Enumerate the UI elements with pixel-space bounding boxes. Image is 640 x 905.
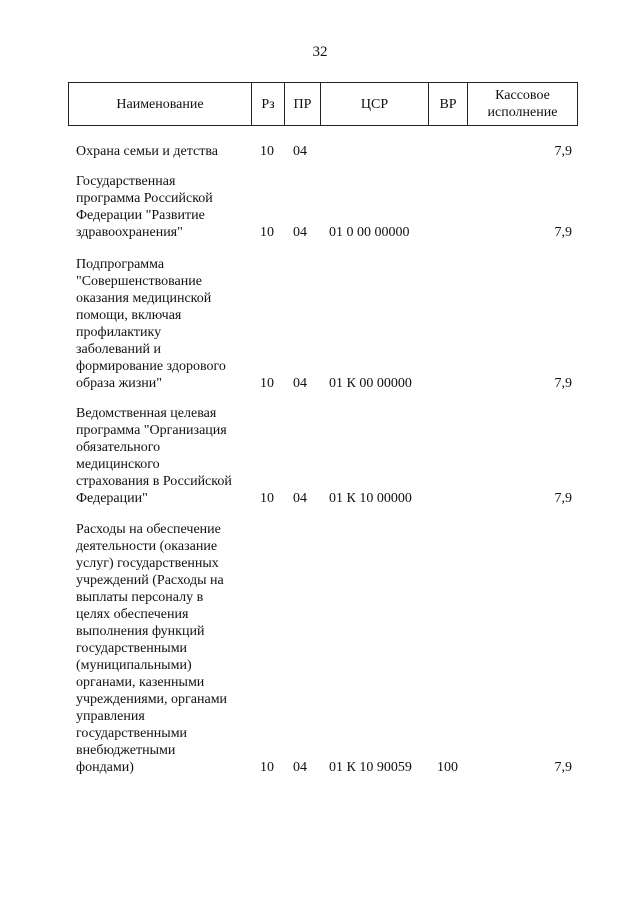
table-row	[0, 143, 640, 160]
row-rz: 10	[260, 144, 274, 159]
header-rz: Рз	[252, 83, 285, 126]
row-rz: 10	[260, 760, 274, 775]
row-name: Охрана семьи и детства	[76, 144, 218, 159]
row-rz: 10	[260, 376, 274, 391]
row-pr: 04	[293, 760, 307, 775]
row-name: Расходы на обеспечение деятельности (оказание услуг) государственных учреждений (Расходы на выплаты персоналу в целях обеспечения выполнения функций государственными (муниципальными) органами, казенными учреждениями, органами управления государственными внебюджетными фондами)	[76, 522, 228, 775]
row-amount: 7,9	[554, 491, 572, 506]
header-vr: ВР	[429, 83, 468, 126]
row-csr: 01 0 00 00000	[329, 225, 410, 240]
row-amount: 7,9	[554, 760, 572, 775]
row-amount: 7,9	[554, 376, 572, 391]
row-name: Ведомственная целевая программа "Организация обязательного медицинского страхования в Российской Федерации"	[76, 406, 232, 506]
row-name: Государственная программа Российской Федерации "Развитие здравоохранения"	[76, 174, 213, 240]
row-rz: 10	[260, 491, 274, 506]
page-number: 32	[312, 44, 328, 60]
table-row	[0, 173, 640, 241]
row-pr: 04	[293, 144, 307, 159]
header-amount-line2: исполнение	[487, 105, 558, 120]
row-amount: 7,9	[554, 144, 572, 159]
header-csr: ЦСР	[321, 83, 429, 126]
header-pr: ПР	[285, 83, 321, 126]
row-amount: 7,9	[554, 225, 572, 240]
header-name: Наименование	[69, 83, 252, 126]
row-vr: 100	[437, 760, 458, 775]
row-rz: 10	[260, 225, 274, 240]
row-pr: 04	[293, 376, 307, 391]
row-csr: 01 К 00 00000	[329, 376, 412, 391]
header-amount-line1: Кассовое	[495, 88, 550, 103]
row-name: Подпрограмма "Совершенствование оказания медицинской помощи, включая профилактику заболеваний и формирование здорового образа жизни"	[76, 257, 226, 391]
table-row	[0, 405, 640, 507]
row-csr: 01 К 10 90059	[329, 760, 412, 775]
table-row	[0, 256, 640, 392]
table-row	[0, 521, 640, 776]
row-csr: 01 К 10 00000	[329, 491, 412, 506]
row-pr: 04	[293, 491, 307, 506]
row-pr: 04	[293, 225, 307, 240]
